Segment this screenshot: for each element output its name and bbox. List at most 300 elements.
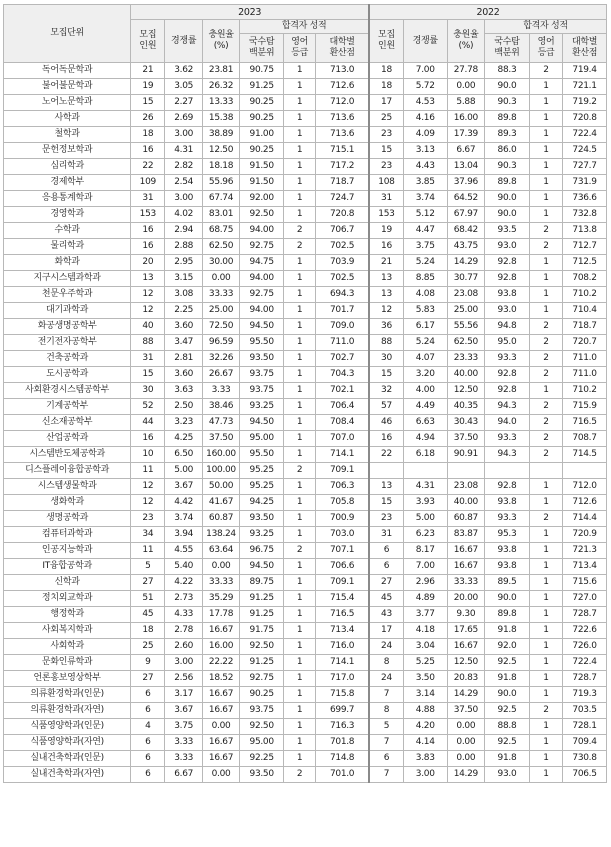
cell-conv-score-2023: 714.1 [316,655,369,671]
cell-fill-rate-2022: 0.00 [447,719,484,735]
cell-quota-2023: 21 [131,63,165,79]
cell-percentile-2023: 91.50 [240,175,284,191]
cell-conv-score-2023: 713.4 [316,623,369,639]
cell-percentile-2023: 94.00 [240,271,284,287]
cell-quota-2022: 18 [369,79,403,95]
cell-quota-2023: 109 [131,175,165,191]
table-row [4,543,607,559]
cell-fill-rate-2023: 62.50 [202,239,239,255]
cell-dept: 경제학부 [4,175,131,191]
cell-conv-score-2022: 711.0 [563,367,607,383]
cell-conv-score-2023: 706.3 [316,479,369,495]
cell-english-2022: 1 [529,95,562,111]
cell-percentile-2023: 91.25 [240,655,284,671]
cell-fill-rate-2022: 67.97 [447,207,484,223]
cell-competition-2023: 2.95 [165,255,202,271]
cell-conv-score-2023: 709.1 [316,463,369,479]
cell-conv-score-2023: 718.7 [316,175,369,191]
cell-english-2023: 1 [284,687,316,703]
cell-english-2023: 1 [284,655,316,671]
header-quota-2023: 모집 인원 [131,20,165,63]
table-row [4,95,607,111]
cell-percentile-2022: 95.0 [485,335,530,351]
cell-english-2023: 1 [284,319,316,335]
cell-conv-score-2022: 727.0 [563,591,607,607]
cell-fill-rate-2023: 30.00 [202,255,239,271]
cell-quota-2023: 16 [131,431,165,447]
cell-fill-rate-2023: 0.00 [202,271,239,287]
cell-english-2022: 1 [529,623,562,639]
cell-conv-score-2022: 712.0 [563,479,607,495]
cell-competition-2022: 7.00 [403,559,447,575]
cell-fill-rate-2023: 0.00 [202,767,239,783]
cell-fill-rate-2022: 40.00 [447,367,484,383]
cell-conv-score-2023: 706.6 [316,559,369,575]
cell-conv-score-2022: 715.6 [563,575,607,591]
table-row [4,415,607,431]
cell-quota-2022: 30 [369,351,403,367]
cell-percentile-2023: 90.25 [240,143,284,159]
cell-fill-rate-2022: 25.00 [447,303,484,319]
cell-fill-rate-2023: 35.29 [202,591,239,607]
table-row [4,255,607,271]
cell-conv-score-2022: 713.4 [563,559,607,575]
cell-english-2022: 1 [529,559,562,575]
cell-percentile-2023: 93.50 [240,351,284,367]
cell-percentile-2022: 93.5 [485,223,530,239]
cell-fill-rate-2022: 0.00 [447,735,484,751]
cell-fill-rate-2022: 33.33 [447,575,484,591]
table-row [4,495,607,511]
cell-english-2022: 1 [529,655,562,671]
cell-quota-2022: 108 [369,175,403,191]
cell-english-2022: 1 [529,255,562,271]
table-row [4,111,607,127]
cell-quota-2023: 18 [131,623,165,639]
cell-english-2022: 1 [529,495,562,511]
cell-fill-rate-2022 [447,463,484,479]
cell-english-2022: 2 [529,223,562,239]
cell-english-2023: 1 [284,447,316,463]
cell-fill-rate-2022: 16.00 [447,111,484,127]
cell-competition-2023: 3.75 [165,719,202,735]
cell-conv-score-2022: 719.2 [563,95,607,111]
cell-competition-2023: 2.81 [165,351,202,367]
cell-dept: 독어독문학과 [4,63,131,79]
cell-quota-2022: 6 [369,751,403,767]
cell-dept: 지구시스템과학과 [4,271,131,287]
cell-competition-2022: 5.25 [403,655,447,671]
cell-fill-rate-2023: 15.38 [202,111,239,127]
cell-english-2022: 1 [529,79,562,95]
cell-english-2022: 1 [529,687,562,703]
cell-fill-rate-2023: 100.00 [202,463,239,479]
table-row [4,559,607,575]
cell-percentile-2022: 94.0 [485,415,530,431]
cell-english-2022: 1 [529,303,562,319]
cell-english-2022: 1 [529,207,562,223]
table-row [4,159,607,175]
cell-fill-rate-2022: 13.04 [447,159,484,175]
table-row [4,287,607,303]
cell-competition-2022: 4.31 [403,479,447,495]
header-quota-2022: 모집 인원 [369,20,403,63]
cell-fill-rate-2023: 12.50 [202,143,239,159]
cell-competition-2023: 3.94 [165,527,202,543]
cell-competition-2023: 3.60 [165,319,202,335]
cell-dept: 식품영양학과(자연) [4,735,131,751]
cell-percentile-2023: 90.25 [240,687,284,703]
cell-conv-score-2023: 712.6 [316,79,369,95]
cell-conv-score-2023: 709.1 [316,575,369,591]
table-row [4,639,607,655]
cell-conv-score-2022: 709.4 [563,735,607,751]
cell-competition-2023: 5.40 [165,559,202,575]
cell-fill-rate-2022: 30.43 [447,415,484,431]
cell-percentile-2023: 92.50 [240,639,284,655]
cell-english-2023: 1 [284,703,316,719]
cell-fill-rate-2023: 16.67 [202,623,239,639]
cell-conv-score-2023: 720.8 [316,207,369,223]
cell-quota-2022: 25 [369,111,403,127]
cell-quota-2022: 16 [369,239,403,255]
cell-competition-2023: 3.67 [165,479,202,495]
cell-english-2023: 1 [284,207,316,223]
cell-english-2023: 1 [284,95,316,111]
cell-quota-2022: 18 [369,63,403,79]
cell-percentile-2022: 94.8 [485,319,530,335]
cell-percentile-2023: 92.50 [240,719,284,735]
cell-dept: 불어불문학과 [4,79,131,95]
cell-conv-score-2023: 701.0 [316,767,369,783]
cell-competition-2023: 2.56 [165,671,202,687]
cell-percentile-2022: 93.3 [485,511,530,527]
cell-quota-2023: 27 [131,671,165,687]
cell-dept: 수학과 [4,223,131,239]
cell-percentile-2022: 93.3 [485,351,530,367]
cell-fill-rate-2022: 43.75 [447,239,484,255]
table-row [4,335,607,351]
cell-quota-2023: 16 [131,239,165,255]
cell-quota-2023: 12 [131,495,165,511]
cell-english-2023: 1 [284,607,316,623]
cell-fill-rate-2023: 3.33 [202,383,239,399]
table-row [4,175,607,191]
header-english-2022: 영어 등급 [529,34,562,63]
cell-english-2022: 1 [529,271,562,287]
cell-percentile-2023: 91.25 [240,591,284,607]
cell-dept: 디스플레이융합공학과 [4,463,131,479]
cell-competition-2022: 4.00 [403,383,447,399]
cell-fill-rate-2022: 17.65 [447,623,484,639]
cell-percentile-2022: 93.0 [485,767,530,783]
cell-competition-2022: 4.20 [403,719,447,735]
cell-quota-2023: 9 [131,655,165,671]
admission-results-document [3,4,607,783]
table-row [4,767,607,783]
table-row [4,623,607,639]
table-row [4,303,607,319]
cell-competition-2023: 3.63 [165,383,202,399]
cell-fill-rate-2022: 23.33 [447,351,484,367]
header-percentile-2022: 국수탐 백분위 [485,34,530,63]
cell-competition-2023: 4.55 [165,543,202,559]
cell-percentile-2022: 90.0 [485,687,530,703]
cell-conv-score-2023: 711.0 [316,335,369,351]
cell-competition-2022: 4.14 [403,735,447,751]
cell-conv-score-2022: 736.6 [563,191,607,207]
cell-dept: 사회복지학과 [4,623,131,639]
cell-competition-2022: 3.85 [403,175,447,191]
header-dept: 모집단위 [4,5,131,63]
cell-fill-rate-2023: 138.24 [202,527,239,543]
table-row [4,63,607,79]
cell-quota-2022: 6 [369,559,403,575]
cell-percentile-2023: 93.25 [240,527,284,543]
cell-fill-rate-2023: 13.33 [202,95,239,111]
cell-fill-rate-2022: 68.42 [447,223,484,239]
cell-conv-score-2023: 702.5 [316,271,369,287]
table-row [4,367,607,383]
cell-competition-2023: 2.78 [165,623,202,639]
cell-fill-rate-2023: 16.67 [202,703,239,719]
cell-conv-score-2023: 709.0 [316,319,369,335]
cell-fill-rate-2022: 23.08 [447,287,484,303]
cell-english-2023: 1 [284,623,316,639]
cell-percentile-2022: 92.8 [485,383,530,399]
cell-competition-2022: 6.18 [403,447,447,463]
cell-fill-rate-2022: 30.77 [447,271,484,287]
cell-quota-2022: 19 [369,223,403,239]
cell-fill-rate-2022: 12.50 [447,655,484,671]
cell-conv-score-2023: 704.3 [316,367,369,383]
cell-fill-rate-2023: 50.00 [202,479,239,495]
cell-fill-rate-2022: 5.88 [447,95,484,111]
cell-percentile-2023: 95.50 [240,335,284,351]
table-header [4,5,607,63]
cell-fill-rate-2023: 17.78 [202,607,239,623]
header-year-2023: 2023 [131,5,369,20]
cell-competition-2023: 3.33 [165,735,202,751]
cell-english-2022: 2 [529,399,562,415]
cell-competition-2023: 3.05 [165,79,202,95]
cell-percentile-2023: 93.75 [240,367,284,383]
cell-competition-2022: 6.17 [403,319,447,335]
cell-dept: 신소재공학부 [4,415,131,431]
cell-conv-score-2023: 706.7 [316,223,369,239]
cell-conv-score-2023: 702.7 [316,351,369,367]
cell-competition-2023: 6.50 [165,447,202,463]
table-row [4,351,607,367]
cell-percentile-2022: 89.8 [485,175,530,191]
cell-dept: 생화학과 [4,495,131,511]
cell-competition-2022: 4.07 [403,351,447,367]
cell-quota-2023: 6 [131,687,165,703]
header-conv-score-2023: 대학별 환산점 [316,34,369,63]
cell-english-2023: 1 [284,559,316,575]
cell-percentile-2023: 91.25 [240,79,284,95]
cell-conv-score-2022: 711.0 [563,351,607,367]
cell-dept: 식품영양학과(인문) [4,719,131,735]
cell-quota-2023: 52 [131,399,165,415]
cell-quota-2022: 43 [369,607,403,623]
cell-competition-2023: 2.25 [165,303,202,319]
cell-fill-rate-2023: 33.33 [202,287,239,303]
cell-dept: 신학과 [4,575,131,591]
cell-dept: 컴퓨터과학과 [4,527,131,543]
cell-competition-2022: 3.04 [403,639,447,655]
cell-conv-score-2022: 703.5 [563,703,607,719]
cell-conv-score-2022: 718.7 [563,319,607,335]
cell-conv-score-2023: 708.4 [316,415,369,431]
cell-dept: 기계공학부 [4,399,131,415]
table-row [4,431,607,447]
cell-percentile-2023: 92.75 [240,287,284,303]
cell-quota-2022: 88 [369,335,403,351]
cell-dept: 응용통계학과 [4,191,131,207]
cell-quota-2022: 21 [369,255,403,271]
cell-english-2023: 1 [284,175,316,191]
cell-competition-2022: 6.23 [403,527,447,543]
cell-competition-2023: 4.33 [165,607,202,623]
cell-dept: 노어노문학과 [4,95,131,111]
cell-percentile-2022: 90.0 [485,191,530,207]
cell-percentile-2022: 92.5 [485,703,530,719]
cell-english-2022: 1 [529,479,562,495]
cell-fill-rate-2022: 16.67 [447,639,484,655]
cell-conv-score-2022: 728.7 [563,671,607,687]
cell-quota-2022 [369,463,403,479]
cell-percentile-2023: 89.75 [240,575,284,591]
cell-english-2023: 1 [284,303,316,319]
cell-english-2022: 1 [529,735,562,751]
cell-quota-2022: 15 [369,495,403,511]
cell-conv-score-2022: 728.1 [563,719,607,735]
cell-fill-rate-2023: 37.50 [202,431,239,447]
cell-percentile-2022: 92.5 [485,655,530,671]
table-row [4,687,607,703]
cell-english-2023: 1 [284,127,316,143]
cell-quota-2023: 45 [131,607,165,623]
cell-conv-score-2022: 710.2 [563,383,607,399]
cell-competition-2022: 2.96 [403,575,447,591]
cell-percentile-2022: 92.0 [485,639,530,655]
cell-english-2022: 2 [529,415,562,431]
cell-conv-score-2022: 726.0 [563,639,607,655]
cell-dept: 전기전자공학부 [4,335,131,351]
cell-conv-score-2023: 717.2 [316,159,369,175]
cell-conv-score-2023: 702.5 [316,239,369,255]
cell-fill-rate-2022: 6.67 [447,143,484,159]
cell-quota-2023: 12 [131,303,165,319]
cell-quota-2022: 57 [369,399,403,415]
cell-competition-2022: 4.16 [403,111,447,127]
cell-english-2022: 1 [529,607,562,623]
cell-english-2023: 1 [284,191,316,207]
cell-conv-score-2022: 719.4 [563,63,607,79]
cell-percentile-2023: 90.25 [240,95,284,111]
cell-quota-2022: 13 [369,287,403,303]
cell-competition-2022: 3.77 [403,607,447,623]
cell-dept: 행정학과 [4,607,131,623]
cell-english-2022: 1 [529,111,562,127]
cell-english-2022: 1 [529,719,562,735]
header-conv-score-2022: 대학별 환산점 [563,34,607,63]
cell-dept: 대기과학과 [4,303,131,319]
cell-quota-2023: 25 [131,639,165,655]
cell-english-2023: 1 [284,591,316,607]
cell-competition-2023: 2.82 [165,159,202,175]
table-row [4,591,607,607]
cell-quota-2023: 27 [131,575,165,591]
cell-fill-rate-2022: 12.50 [447,383,484,399]
cell-percentile-2022: 91.8 [485,751,530,767]
cell-conv-score-2022: 708.7 [563,431,607,447]
cell-percentile-2023: 95.50 [240,447,284,463]
cell-competition-2023: 2.27 [165,95,202,111]
cell-english-2023: 2 [284,223,316,239]
cell-competition-2022: 4.89 [403,591,447,607]
cell-dept: 경영학과 [4,207,131,223]
cell-dept: 사회학과 [4,639,131,655]
cell-english-2023: 1 [284,415,316,431]
cell-english-2023: 1 [284,751,316,767]
cell-fill-rate-2022: 90.91 [447,447,484,463]
cell-percentile-2023: 91.75 [240,623,284,639]
cell-fill-rate-2022: 64.52 [447,191,484,207]
cell-percentile-2022: 93.3 [485,431,530,447]
table-row [4,127,607,143]
cell-quota-2023: 11 [131,543,165,559]
cell-english-2022: 1 [529,751,562,767]
table-row [4,223,607,239]
cell-conv-score-2022: 712.6 [563,495,607,511]
cell-conv-score-2022: 719.3 [563,687,607,703]
cell-percentile-2023: 94.75 [240,255,284,271]
cell-conv-score-2022: 715.9 [563,399,607,415]
cell-english-2023: 1 [284,495,316,511]
cell-conv-score-2023: 694.3 [316,287,369,303]
cell-conv-score-2023: 716.3 [316,719,369,735]
cell-competition-2023: 6.67 [165,767,202,783]
cell-competition-2023: 3.47 [165,335,202,351]
cell-fill-rate-2023: 16.67 [202,687,239,703]
cell-fill-rate-2023: 55.96 [202,175,239,191]
cell-english-2023: 1 [284,511,316,527]
cell-conv-score-2023: 702.1 [316,383,369,399]
table-row [4,239,607,255]
cell-fill-rate-2023: 23.81 [202,63,239,79]
cell-fill-rate-2023: 72.50 [202,319,239,335]
header-year-2022: 2022 [369,5,606,20]
cell-quota-2022: 7 [369,687,403,703]
cell-percentile-2023: 94.50 [240,319,284,335]
cell-quota-2022: 31 [369,191,403,207]
cell-conv-score-2023: 716.5 [316,607,369,623]
cell-quota-2023: 16 [131,223,165,239]
cell-fill-rate-2023: 38.46 [202,399,239,415]
table-row [4,735,607,751]
cell-conv-score-2023: 716.0 [316,639,369,655]
cell-competition-2023: 2.88 [165,239,202,255]
admission-results-table [3,4,607,783]
cell-fill-rate-2022: 40.35 [447,399,484,415]
cell-english-2022: 2 [529,447,562,463]
cell-quota-2022: 23 [369,127,403,143]
cell-dept: 의류환경학과(자연) [4,703,131,719]
cell-competition-2022: 4.49 [403,399,447,415]
cell-english-2023: 1 [284,671,316,687]
